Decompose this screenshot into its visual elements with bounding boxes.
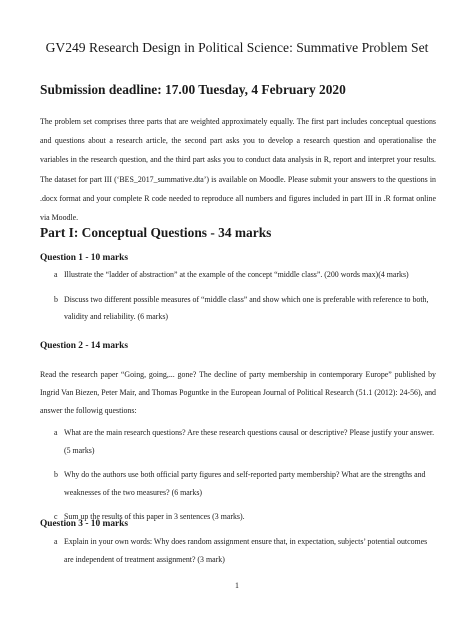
list-item — [40, 266, 436, 284]
submission-deadline: Submission deadline: 17.00 Tuesday, 4 February 2020 — [40, 82, 346, 97]
list-item — [40, 533, 436, 568]
item-label: b — [54, 470, 58, 479]
question-2-heading: Question 2 - 14 marks — [40, 341, 129, 351]
question-3-items — [40, 533, 436, 575]
part-1-heading: Part I: Conceptual Questions - 34 marks — [40, 225, 272, 240]
item-label: a — [54, 270, 58, 279]
item-text: Explain in your own words: Why does random assignment ensure that, in expectation, subjects’ potential outcomes are independent of treatment assignment? (3 mark) — [64, 537, 428, 564]
list-item — [40, 424, 436, 459]
question-2-items — [40, 424, 436, 533]
item-text: Why do the authors use both official party figures and self-reported party membership? What are the strengths and weaknesses of the two measures? (6 marks) — [64, 470, 426, 497]
question-1-items — [40, 266, 436, 333]
list-item — [40, 466, 436, 501]
intro-paragraph: The problem set comprises three parts that are weighted approximately equally. The first part includes conceptual questions and questions about a research article, the second part asks you to develop a research question and operationalise the variables in the research question, and the third part asks you to conduct data analysis in R, report and interpret your results. The dataset for part III (‘BES_2017_summative.dta’) is available on Moodle. Please submit your answers to the questions in .docx format and your complete R code needed to reproduce all numbers and figures included in part III in .R format online via Moodle. — [40, 117, 436, 223]
item-label: a — [54, 428, 58, 437]
document-title: GV249 Research Design in Political Science: Summative Problem Set — [45, 40, 429, 55]
item-text: What are the main research questions? Are these research questions causal or descriptive? Please justify your answer. (5 marks) — [64, 428, 435, 455]
page-number: 1 — [235, 581, 239, 590]
item-label: b — [54, 294, 58, 304]
question-3-heading: Question 3 - 10 marks — [40, 519, 129, 529]
item-label: c — [54, 512, 58, 521]
list-item — [40, 291, 436, 326]
question-2-text: Read the research paper “Going, going,... gone? The decline of party membership in contemporary Europe” published by Ingrid Van Biezen, Peter Mair, and Thomas Poguntke in the European Journal of Political Research (51.1 (2012): 24-56), and answer the followig questions: — [40, 370, 436, 416]
item-label: a — [54, 537, 58, 546]
item-text: Sum up the results of this paper in 3 sentences (3 marks). — [64, 512, 245, 521]
question-1-heading: Question 1 - 10 marks — [40, 253, 129, 263]
item-text: Discuss two different possible measures of “middle class” and show which one is preferable with reference to both, validity and reliability. (6 marks) — [64, 294, 429, 321]
item-text: Illustrate the “ladder of abstraction” at the example of the concept “middle class”. (200 words max)(4 marks) — [64, 270, 409, 279]
